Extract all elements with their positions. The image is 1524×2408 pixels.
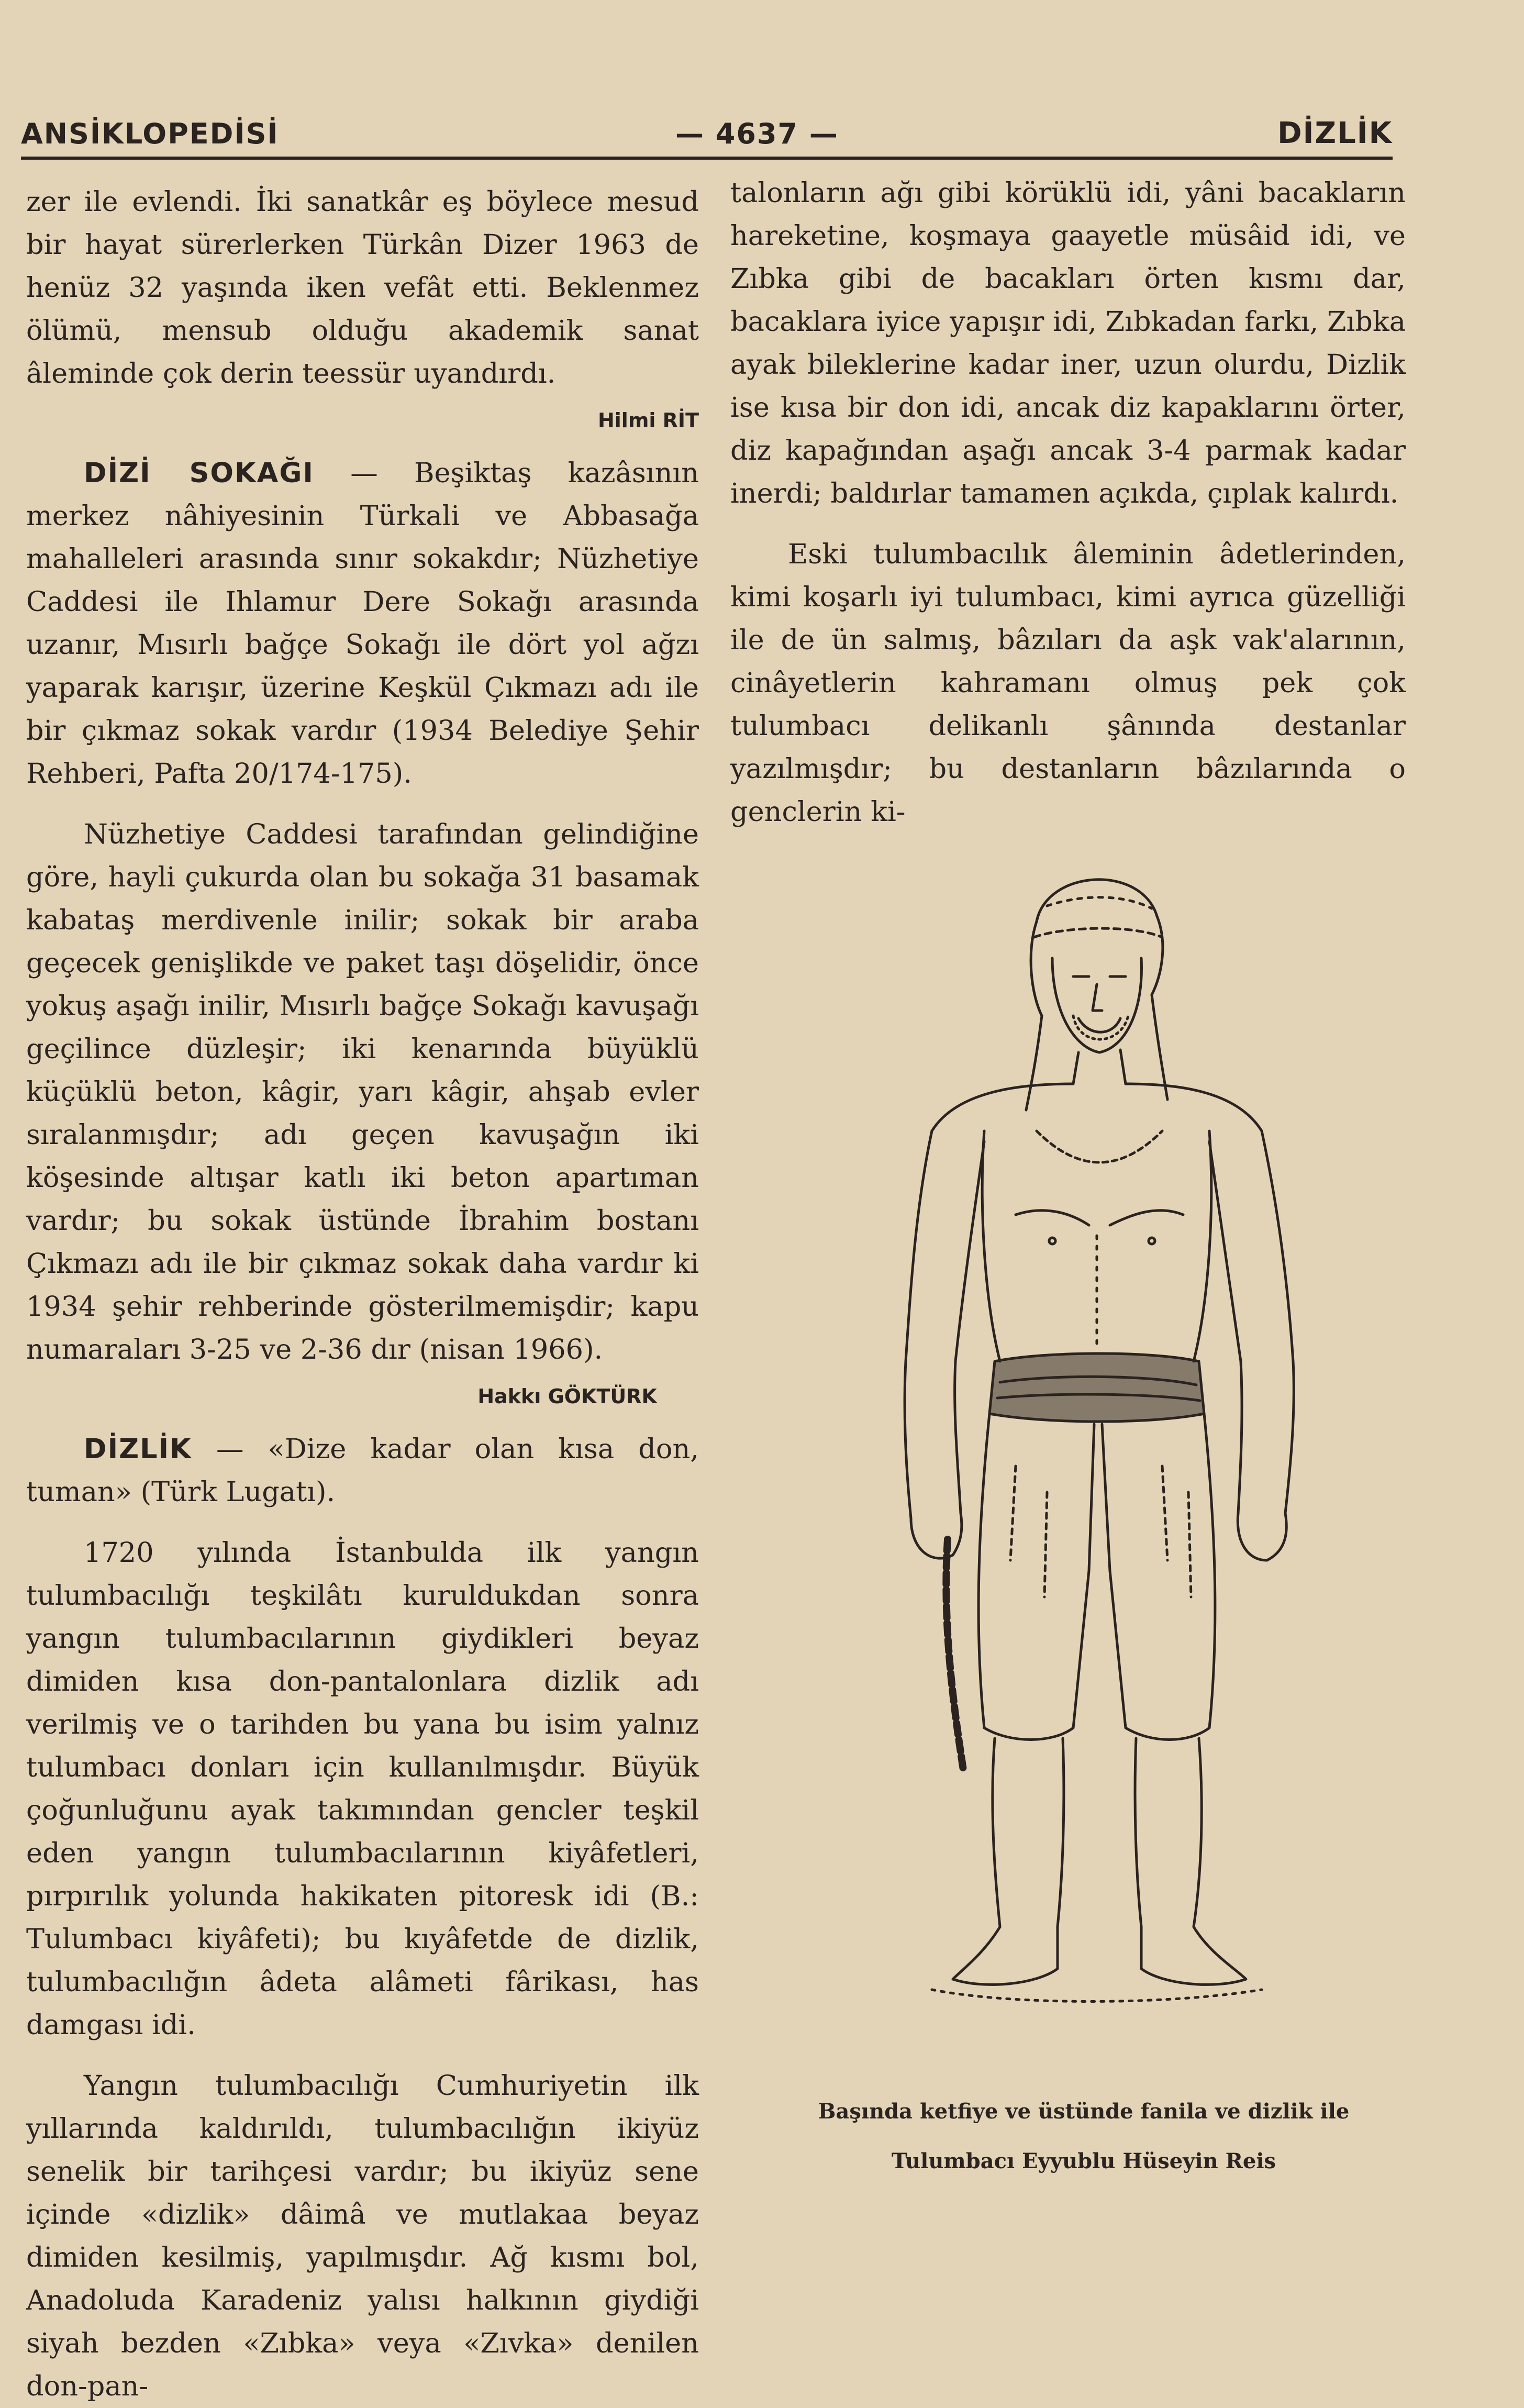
paragraph: Yangın tulumbacılığı Cumhuriyetin ilk yıllarında kaldırıldı, tulumbacılığın ikiyüz senelik bir tarihçesi vardır; bu ikiyüz sene içinde «dizlik» dâimâ ve mutlakaa beyaz dimiden kesilmiş, yapılmışdır. Ağ kısmı bol, Anadoluda Karadeniz yalısı halkının giydiği siyah bezden «Zıbka» veya «Zıvka» denilen don-pan- <box>26 2070 699 2402</box>
tulumbaci-illustration <box>827 838 1351 2063</box>
author-signature: Hakkı GÖKTÜRK <box>477 1385 657 1408</box>
paragraph: Eski tulumbacılık âleminin âdetlerinden, kimi koşarlı iyi tulumbacı, kimi ayrıca güzelliği ile de ün salmış, bâzıları da aşk vak'alarının, cinâyetlerin kahramanı olmuş pek çok tulumbacı delikanlı şânında destanlar yazılmışdır; bu destanların bâzılarında o genclerin ki- <box>730 538 1406 828</box>
left-column <box>26 181 699 2408</box>
author-signature: Hilmi RİT <box>597 409 699 432</box>
running-header <box>21 107 1393 160</box>
caption-line: Tulumbacı Eyyublu Hüseyin Reis <box>891 2149 1276 2173</box>
entry-title: DİZİ SOKAĞI <box>84 457 314 489</box>
entry-dizlik <box>26 1428 699 1514</box>
right-column <box>730 172 1406 834</box>
paragraph: talonların ağı gibi körüklü idi, yâni bacakların hareketine, koşmaya gaayetle müsâid idi, ve Zıbka gibi de bacakları örten kısmı dar, bacaklara iyice yapışır idi, Zıbkadan farkı, Zıbka ayak bileklerine kadar iner, uzun olurdu, Dizlik ise kısa bir don idi, ancak diz kapaklarını örter, diz kapağından aşağı ancak 3-4 parmak kadar inerdi; baldırlar tamamen açıkda, çıplak kalırdı. <box>730 177 1406 509</box>
entry-title: DİZLİK <box>84 1433 192 1465</box>
paragraph: Nüzhetiye Caddesi tarafından gelindiğine göre, hayli çukurda olan bu sokağa 31 basamak kabataş merdivenle inilir; sokak bir araba geçecek genişlikde ve paket taşı döşelidir, önce yokuş aşağı inilir, Mısırlı bağçe Sokağı kavuşağı geçilince düzleşir; iki kenarında büyüklü küçüklü beton, kâgir, yarı kâgir, ahşab evler sıralanmışdır; adı geçen kavuşağın iki köşesinde altışar katlı iki beton apartıman vardır; bu sokak üstünde İbrahim bostanı Çıkmazı adı ile bir çıkmaz sokak daha vardır ki 1934 şehir rehberinde gösterilmemişdir; kapu numaraları 3-25 ve 2-36 dır (nisan 1966). <box>26 818 699 1366</box>
header-rule <box>21 157 1393 160</box>
paragraph: 1720 yılında İstanbulda ilk yangın tulumbacılığı teşkilâtı kuruldukdan sonra yangın tulumbacılarının giydikleri beyaz dimiden kısa don-pantalonlara dizlik adı verilmiş ve o tarihden bu yana bu isim yalnız tulumbacı donları için kullanılmışdır. Büyük çoğunluğunu ayak takımından gencler teşkil eden yangın tulumbacılarının kiyâfetleri, pırpırılık yolunda hakikaten pitoresk idi (B.: Tulumbacı kiyâfeti); bu kıyâfetde de dizlik, tulumbacılığın âdeta alâmeti fârikası, has damgası idi. <box>26 1537 699 2041</box>
page-number: — 4637 — <box>675 117 839 150</box>
entry-text: — Beşiktaş kazâsının merkez nâhiyesinin Türkali ve Abbasağa mahalleleri arasında sınır sokakdır; Nüzhetiye Caddesi ile Ihlamur Dere Sokağı arasında uzanır, Mısırlı bağçe Sokağı ile dört yol ağzı yaparak karışır, üzerine Keşkül Çıkmazı adı ile bir çıkmaz sokak vardır (1934 Belediye Şehir Rehberi, Pafta 20/174-175). <box>26 457 699 790</box>
header-left: ANSİKLOPEDİSİ <box>21 117 279 150</box>
paragraph: zer ile evlendi. İki sanatkâr eş böylece mesud bir hayat sürerlerken Türkân Dizer 1963 de henüz 32 yaşında iken vefât etti. Beklenmez ölümü, mensub olduğu akademik sanat âleminde çok derin teessür uyandırdı. <box>26 186 699 390</box>
header-right: DİZLİK <box>1277 116 1393 150</box>
entry-dizi-sokagi <box>26 452 699 795</box>
caption-line: Başında ketfiye ve üstünde fanila ve dizlik ile <box>818 2099 1350 2124</box>
figure-caption <box>743 2087 1424 2186</box>
entry-text: — «Dize kadar olan kısa don, tuman» (Türk Lugatı). <box>26 1433 699 1508</box>
